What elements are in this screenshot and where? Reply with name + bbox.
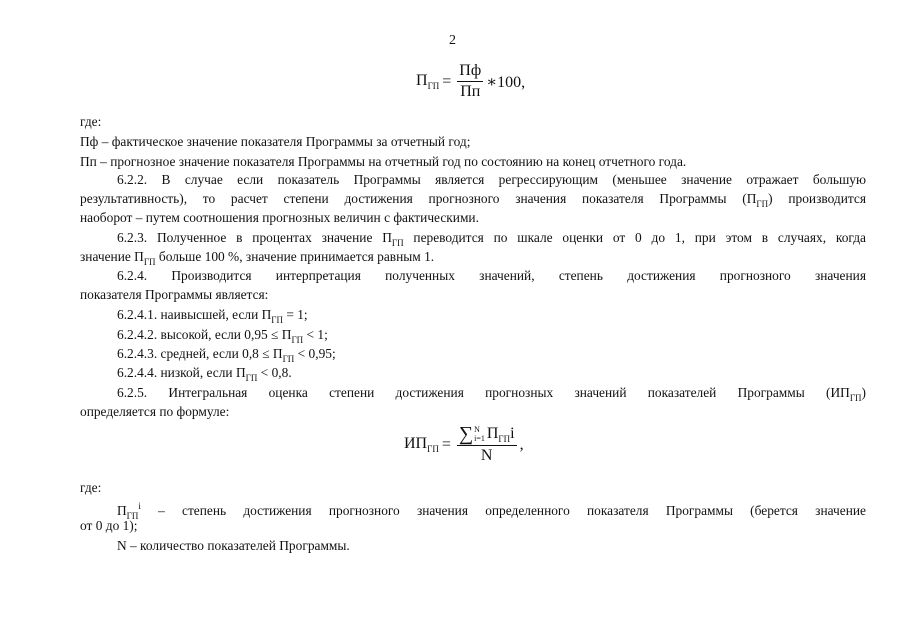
formula-numerator: Пф — [457, 62, 483, 82]
where-label-2: где: — [80, 480, 102, 495]
definition-pf: Пф – фактическое значение показателя Программы за отчетный год; — [80, 134, 471, 149]
where-label-1: где: — [80, 114, 102, 129]
sum-limits: N i=1 — [474, 425, 485, 444]
level-low: 6.2.4.4. низкой, если $П_{ГП} < 0,8$. — [117, 365, 292, 383]
formula2-eq: = — [441, 435, 451, 453]
para-6-2-2-line-1: 6.2.2. В случае если показатель Программы является регрессирующим (меньшее значение отражает большую — [117, 172, 866, 187]
formula-eq: = — [442, 72, 452, 90]
formula-lhs: $П_{ГП}$ — [416, 72, 440, 91]
formula-fraction — [457, 62, 483, 101]
formula2-lhs: $ИП_{ГП}$ — [404, 435, 439, 454]
definition-pgp-line-2: от 0 до 1); — [80, 518, 138, 533]
definition-n: N – количество показателей Программы. — [117, 538, 350, 553]
formula2-denominator: N — [480, 447, 493, 464]
sum-symbol: ∑ — [458, 423, 474, 445]
formula-tail: ∗100, — [486, 73, 526, 91]
para-6-2-2-line-3: наоборот – путем соотношения прогнозных величин с фактическими. — [80, 210, 479, 225]
level-high: 6.2.4.2. высокой, если $0,95 \le П_{ГП} < 1$; — [117, 327, 328, 345]
formula-integral — [404, 424, 524, 465]
level-medium: 6.2.4.3. средней, если $0,8 \le П_{ГП} < 0,95$; — [117, 346, 336, 364]
level-highest: 6.2.4.1. наивысшей, если $П_{ГП} = 1$; — [117, 307, 308, 325]
page-number: 2 — [449, 33, 456, 48]
para-6-2-4-line-2: показателя Программы является: — [80, 287, 269, 302]
formula2-numerator: ∑ N i=1 $П_{ГП}i$ — [458, 423, 515, 445]
para-6-2-4-line-1: 6.2.4. Производится интерпретация полученных значений, степень достижения прогнозного значения — [117, 268, 866, 283]
para-6-2-2-line-2: результативность), то расчет степени достижения прогнозного значения показателя Программы $(П_{ГП})$ производится — [80, 191, 866, 209]
para-6-2-5-line-2: определяется по формуле: — [80, 404, 230, 419]
para-6-2-3-line-1: 6.2.3. Полученное в процентах значение $П_{ГП}$ переводится по шкале оценки от 0 до 1, при этом в случаях, когда — [117, 230, 866, 248]
para-6-2-3-line-2: значение $П_{ГП}$ больше 100 %, значение принимается равным 1. — [80, 249, 435, 267]
para-6-2-5-line-1: 6.2.5. Интегральная оценка степени достижения прогнозных значений показателей Программы $(ИП_{ГП})$ — [117, 385, 866, 403]
definition-pgp-line-1: $П_{ГП}^i$ – степень достижения прогнозного значения определенного показателя Программы (берется значение — [117, 501, 866, 521]
formula2-fraction — [457, 424, 517, 465]
definition-pp: Пп – прогнозное значение показателя Программы на отчетный год по состоянию на конец отчетного года. — [80, 154, 687, 169]
formula-pgp — [416, 62, 525, 101]
formula2-tail: , — [519, 435, 524, 453]
formula-denominator: Пп — [460, 83, 481, 100]
